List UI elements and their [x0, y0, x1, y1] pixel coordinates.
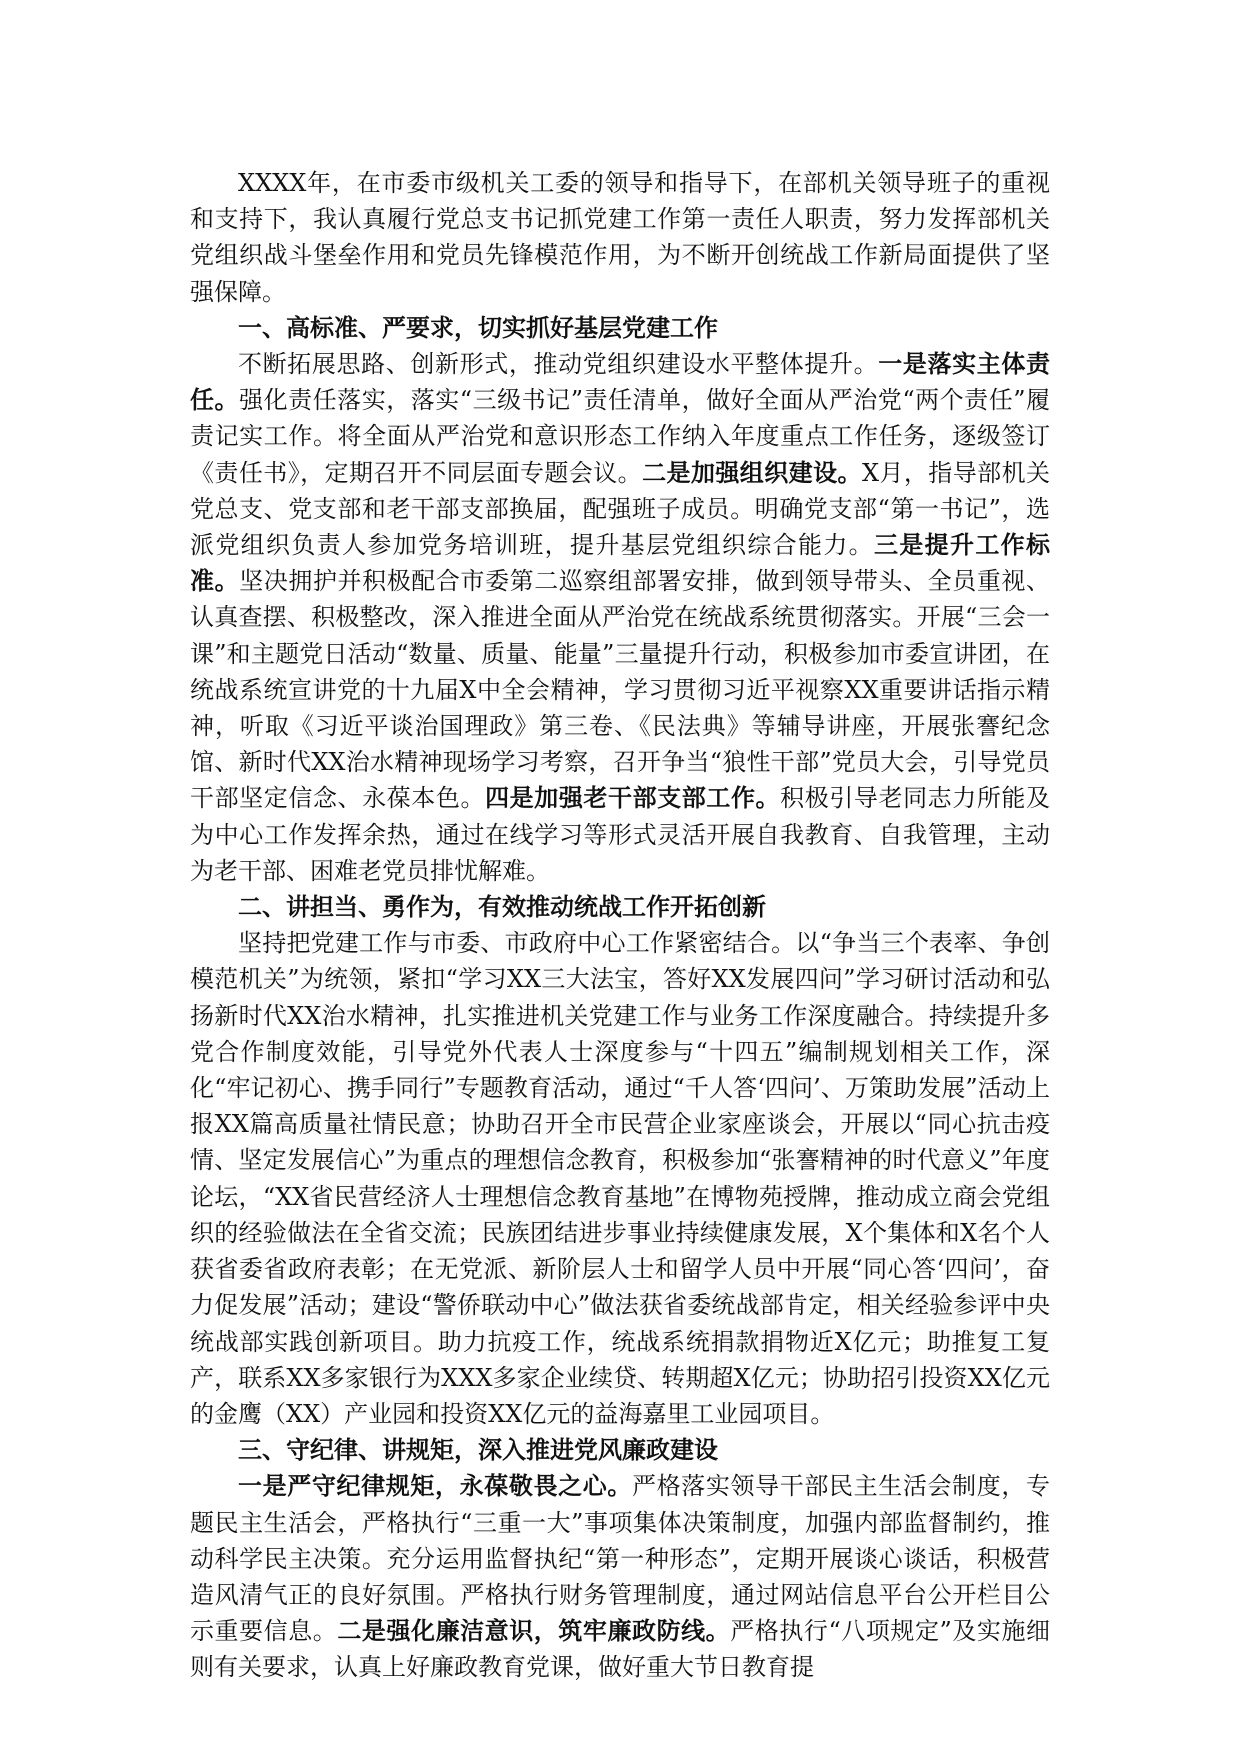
section-3-heading: 三、守纪律、讲规矩，深入推进党风廉政建设: [238, 1435, 718, 1465]
point-2-title: 二是加强组织建设。: [642, 457, 862, 487]
section-3-point-2-text: 严格执行“八项规定”及实施细则有关要求，认真上好廉政教育党课，做好重大节日教育提: [190, 1617, 1051, 1682]
section-3-point-1-text: 严格落实领导干部民主生活会制度，专题民主生活会，严格执行“三重一大”事项集体决策制度，加强内部监督制约，推动科学民主决策。充分运用监督执纪“第一种形态”，定期开展谈心谈话，积极营造风清气正的良好氛围。严格执行财务管理制度，通过网站信息平台公开栏目公示重要信息。: [190, 1472, 1050, 1646]
section-3-point-1-title: 一是严守纪律规矩，永葆敬畏之心。: [238, 1471, 632, 1501]
document-page: [190, 165, 1050, 1686]
point-1-title: 一是落实主体责任。: [190, 349, 1050, 415]
section-1-lead: 不断拓展思路、创新形式，推动党组织建设水平整体提升。: [238, 350, 879, 379]
section-2-paragraph: 坚持把党建工作与市委、市政府中心工作紧密结合。以“争当三个表率、争创模范机关”为统领，紧扣“学习XX三大法宝，答好XX发展四问”学习研讨活动和弘扬新时代XX治水精神，扎实推进机关党建工作与业务工作深度融合。持续提升多党合作制度效能，引导党外代表人士深度参与“十四五”编制规划相关工作，深化“牢记初心、携手同行”专题教育活动，通过“千人答‘四问’、万策助发展”活动上报XX篇高质量社情民意；协助召开全市民营企业家座谈会，开展以“同心抗击疫情、坚定发展信心”为重点的理想信念教育，积极参加“张謇精神的时代意义”年度论坛，“XX省民营经济人士理想信念教育基地”在博物苑授牌，推动成立商会党组织的经验做法在全省交流；民族团结进步事业持续健康发展，X个集体和X名个人获省委省政府表彰；在无党派、新阶层人士和留学人员中开展“同心答‘四问’，奋力促发展”活动；建设“警侨联动中心”做法获省委统战部肯定，相关经验参评中央统战部实践创新项目。助力抗疫工作，统战系统捐款捐物近X亿元；助推复工复产，联系XX多家银行为XXX多家企业续贷、转期超X亿元；协助招引投资XX亿元的金鹰（XX）产业园和投资XX亿元的益海嘉里工业园项目。: [190, 929, 1050, 1428]
point-4-text: 积极引导老同志力所能及为中心工作发挥余热，通过在线学习等形式灵活开展自我教育、自我管理，主动为老干部、困难老党员排忧解难。: [190, 784, 1051, 885]
point-2-text: X月，指导部机关党总支、党支部和老干部支部换届，配强班子成员。明确党支部“第一书记”，选派党组织负责人参加党务培训班，提升基层党组织综合能力。: [190, 458, 1051, 560]
section-3-paragraph: [190, 1468, 1050, 1685]
section-3-point-2-title: 二是强化廉洁意识，筑牢廉政防线。: [337, 1616, 731, 1646]
point-1-text: 强化责任落实，落实“三级书记”责任清单，做好全面从严治党“两个责任”履责记实工作。将全面从严治党和意识形态工作纳入年度重点工作任务，逐级签订《责任书》，定期召开不同层面专题会议。: [190, 386, 1051, 487]
point-3-title: 三是提升工作标准。: [190, 530, 1050, 596]
section-1-paragraph: [190, 346, 1050, 889]
section-2-heading: 二、讲担当、勇作为，有效推动统战工作开拓创新: [238, 892, 766, 922]
section-1-heading: 一、高标准、严要求，切实抓好基层党建工作: [238, 312, 718, 342]
point-3-text: 坚决拥护并积极配合市委第二巡察组部署安排，做到领导带头、全员重视、认真查摆、积极整改，深入推进全面从严治党在统战系统贯彻落实。开展“三会一课”和主题党日活动“数量、质量、能量”三量提升行动，积极参加市委宣讲团，在统战系统宣讲党的十九届X中全会精神，学习贯彻习近平视察XX重要讲话指示精神，听取《习近平谈治国理政》第三卷、《民法典》等辅导讲座，开展张謇纪念馆、新时代XX治水精神现场学习考察，召开争当“狼性干部”党员大会，引导党员干部坚定信念、永葆本色。: [190, 567, 1051, 813]
intro-paragraph: XXXX年，在市委市级机关工委的领导和指导下，在部机关领导班子的重视和支持下，我认真履行党总支书记抓党建工作第一责任人职责，努力发挥部机关党组织战斗堡垒作用和党员先锋模范作用，为不断开创统战工作新局面提供了坚强保障。: [190, 169, 1050, 306]
point-4-title: 四是加强老干部支部工作。: [485, 783, 781, 813]
